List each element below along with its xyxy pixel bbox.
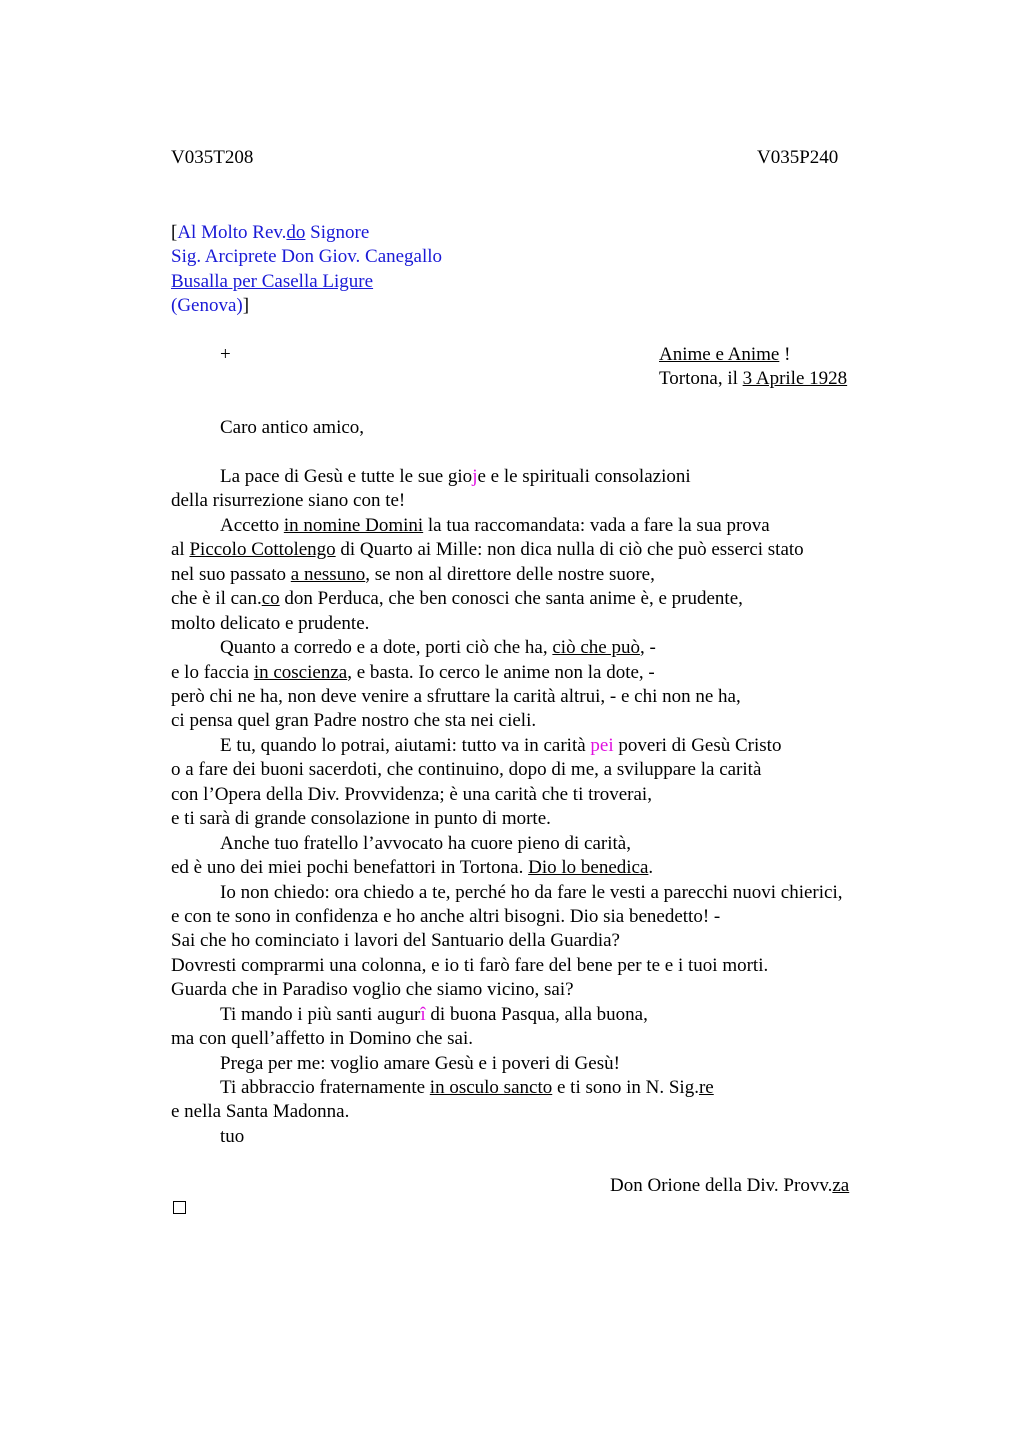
motto-text: Anime e Anime	[659, 344, 780, 365]
address-title-rest: Signore	[305, 222, 370, 243]
cross-symbol: +	[220, 344, 231, 365]
body-line: Anche tuo fratello l’avvocato ha cuore pieno di carità,	[220, 833, 631, 854]
address-province: (Genova)	[171, 295, 243, 316]
signature-abbrev: za	[832, 1175, 850, 1196]
body-line: o a fare dei buoni sacerdoti, che continuino, dopo di me, a sviluppare la carità	[171, 759, 762, 780]
body-line: E tu, quando lo potrai, aiutami: tutto va in carità pei poveri di Gesù Cristo	[220, 735, 782, 756]
motto-suffix: !	[779, 344, 791, 365]
closing-word: tuo	[220, 1126, 245, 1147]
dateline-date: 3 Aprile 1928	[742, 368, 848, 389]
body-line: Ti mando i più santi augurî di buona Pasqua, alla buona,	[220, 1004, 648, 1025]
body-line: Quanto a corredo e a dote, porti ciò che ha, ciò che può, -	[220, 637, 656, 658]
body-line: Prega per me: voglio amare Gesù e i poveri di Gesù!	[220, 1053, 620, 1074]
body-line: Dovresti comprarmi una colonna, e io ti farò fare del bene per te e i tuoi morti.	[171, 955, 769, 976]
body-line: e lo faccia in coscienza, e basta. Io cerco le anime non la dote, -	[171, 662, 655, 683]
correction-mark: pei	[590, 735, 614, 756]
body-line: e ti sarà di grande consolazione in punto di morte.	[171, 808, 551, 829]
body-line: ed è uno dei miei pochi benefattori in Tortona. Dio lo benedica.	[171, 857, 654, 878]
open-bracket: [	[171, 222, 178, 243]
salutation: Caro antico amico,	[220, 417, 365, 438]
body-line: al Piccolo Cottolengo di Quarto ai Mille: non dica nulla di ciò che può esserci stato	[171, 539, 804, 560]
dateline-place: Tortona, il	[659, 368, 743, 389]
body-line: ci pensa quel gran Padre nostro che sta nei cieli.	[171, 710, 537, 731]
address-line-3: Busalla per Casella Ligure	[171, 271, 374, 292]
address-line-2: Sig. Arciprete Don Giov. Canegallo	[171, 246, 443, 267]
document-code-left: V035T208	[171, 147, 254, 168]
body-line: della risurrezione siano con te!	[171, 490, 406, 511]
body-line: e con te sono in confidenza e ho anche altri bisogni. Dio sia benedetto! -	[171, 906, 721, 927]
correction-mark: j	[472, 466, 478, 487]
close-bracket: ]	[242, 295, 250, 316]
body-line: Accetto in nomine Domini la tua raccomandata: vada a fare la sua prova	[220, 515, 770, 536]
body-line: Guarda che in Paradiso voglio che siamo vicino, sai?	[171, 979, 574, 1000]
body-line: Ti abbraccio fraternamente in osculo sancto e ti sono in N. Sig.re	[220, 1077, 714, 1098]
body-line: Sai che ho cominciato i lavori del Santuario della Guardia?	[171, 930, 620, 951]
dateline	[659, 367, 847, 391]
motto	[659, 343, 790, 367]
body-line: ma con quell’affetto in Domino che sai.	[171, 1028, 473, 1049]
address-line-1	[171, 221, 369, 245]
body-line: La pace di Gesù e tutte le sue gioje e le spirituali consolazioni	[220, 466, 691, 487]
body-line: molto delicato e prudente.	[171, 613, 370, 634]
address-line-4	[171, 294, 249, 318]
address-title-abbrev: do	[286, 222, 306, 243]
signature	[610, 1174, 849, 1198]
body-line: che è il can.co don Perduca, che ben conosci che santa anime è, e prudente,	[171, 588, 743, 609]
empty-box-icon	[173, 1201, 186, 1214]
correction-mark: î	[420, 1004, 426, 1025]
body-line: però chi ne ha, non deve venire a sfruttare la carità altrui, - e chi non ne ha,	[171, 686, 741, 707]
document-code-right: V035P240	[757, 147, 839, 168]
body-line: nel suo passato a nessuno, se non al direttore delle nostre suore,	[171, 564, 655, 585]
body-line: Io non chiedo: ora chiedo a te, perché ho da fare le vesti a parecchi nuovi chierici,	[220, 882, 843, 903]
signature-name: Don Orione della Div. Provv.	[610, 1175, 833, 1196]
body-line: e nella Santa Madonna.	[171, 1101, 350, 1122]
body-line: con l’Opera della Div. Provvidenza; è una carità che ti troverai,	[171, 784, 652, 805]
address-title: Al Molto Rev.	[177, 222, 287, 243]
